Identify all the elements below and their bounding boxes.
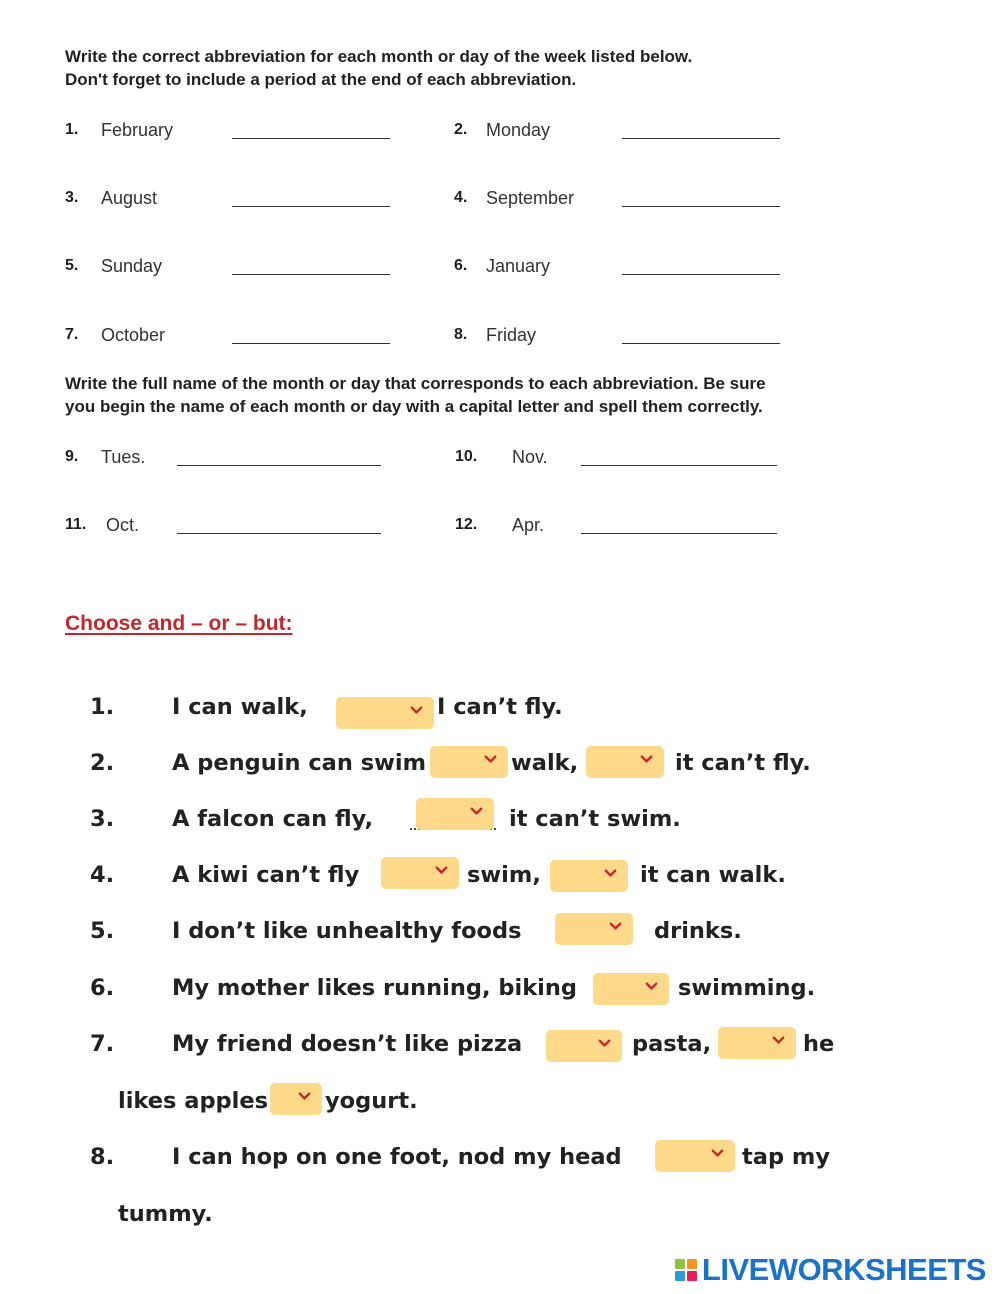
conjunction-dropdown[interactable] <box>550 860 628 892</box>
section1-instruction <box>65 45 692 91</box>
item-word: Tues. <box>101 447 146 467</box>
conjunction-dropdown[interactable] <box>430 746 508 778</box>
item-number: 9. <box>65 448 79 465</box>
answer-blank[interactable] <box>622 343 780 344</box>
sentence-text: My friend doesn’t like pizza <box>172 1031 523 1057</box>
item-word: Monday <box>486 120 551 140</box>
answer-blank[interactable] <box>622 138 780 139</box>
section1-instruction-line1: Write the correct abbreviation for each month or day of the week listed below. <box>65 47 693 66</box>
answer-blank[interactable] <box>177 533 381 534</box>
conjunction-dropdown[interactable] <box>586 746 664 778</box>
chevron-down-icon <box>644 979 659 994</box>
conjunction-dropdown[interactable] <box>381 857 459 889</box>
sentence-text: I can’t fly. <box>437 694 563 720</box>
item-number: 11. <box>65 516 87 533</box>
conjunction-dropdown[interactable] <box>336 697 434 729</box>
chevron-down-icon <box>483 752 498 767</box>
section2-instruction <box>65 372 766 418</box>
item-number: 4. <box>454 189 468 206</box>
sentence-number: 1. <box>90 694 115 720</box>
sentence-text: My mother likes running, biking <box>172 975 578 1001</box>
answer-blank[interactable] <box>177 465 381 466</box>
answer-blank[interactable] <box>232 343 390 344</box>
item-word: February <box>101 120 174 140</box>
chevron-down-icon <box>297 1089 312 1104</box>
chevron-down-icon <box>639 752 654 767</box>
sentence-text: A kiwi can’t fly <box>172 862 360 888</box>
logo-text: LIVEWORKSHEETS <box>701 1252 986 1287</box>
sentence-text: he <box>803 1031 835 1057</box>
conjunction-dropdown[interactable] <box>655 1140 735 1172</box>
item-word: September <box>486 188 575 208</box>
answer-blank[interactable] <box>581 465 777 466</box>
answer-blank[interactable] <box>232 206 390 207</box>
answer-blank[interactable] <box>232 274 390 275</box>
conjunction-dropdown[interactable] <box>718 1027 796 1059</box>
item-word: Oct. <box>106 515 140 535</box>
logo-blocks-icon <box>675 1259 697 1281</box>
item-word: October <box>101 325 166 345</box>
sentence-text: I don’t like unhealthy foods <box>172 918 522 944</box>
section2-instruction-line1: Write the full name of the month or day that corresponds to each abbreviation. Be sure <box>65 374 766 393</box>
sentence-text: I can walk, <box>172 694 308 720</box>
sentence-text: tummy. <box>118 1201 213 1227</box>
chevron-down-icon <box>608 919 623 934</box>
sentence-text: it can’t swim. <box>509 806 681 832</box>
chevron-down-icon <box>469 804 484 819</box>
item-number: 5. <box>65 257 79 274</box>
sentence-text: drinks. <box>654 918 742 944</box>
chevron-down-icon <box>603 866 618 881</box>
answer-blank[interactable] <box>232 138 390 139</box>
sentence-number: 7. <box>90 1031 115 1057</box>
sentence-text: A penguin can swim <box>172 750 427 776</box>
answer-blank[interactable] <box>581 533 777 534</box>
item-number: 7. <box>65 326 79 343</box>
item-number: 8. <box>454 326 468 343</box>
item-word: Friday <box>486 325 537 345</box>
conjunction-dropdown[interactable] <box>416 798 494 830</box>
conjunction-dropdown[interactable] <box>270 1083 322 1115</box>
section2-instruction-line2: you begin the name of each month or day with a capital letter and spell them correctly. <box>65 397 763 416</box>
liveworksheets-logo[interactable] <box>675 1252 986 1288</box>
section3-title: Choose and – or – but: <box>65 612 293 635</box>
item-word: January <box>486 256 551 276</box>
sentence-text: tap my <box>742 1144 830 1170</box>
item-number: 1. <box>65 121 79 138</box>
chevron-down-icon <box>409 703 424 718</box>
sentence-number: 8. <box>90 1144 115 1170</box>
conjunction-dropdown[interactable] <box>555 913 633 945</box>
sentence-text: it can’t fly. <box>675 750 811 776</box>
item-number: 2. <box>454 121 468 138</box>
sentence-text: likes apples <box>118 1088 269 1114</box>
sentence-text: swim, <box>467 862 541 888</box>
chevron-down-icon <box>710 1146 725 1161</box>
item-word: August <box>101 188 158 208</box>
item-number: 10. <box>455 448 478 465</box>
chevron-down-icon <box>771 1033 786 1048</box>
chevron-down-icon <box>597 1036 612 1051</box>
item-word: Nov. <box>512 447 548 467</box>
item-number: 3. <box>65 189 79 206</box>
answer-blank[interactable] <box>622 274 780 275</box>
sentence-number: 6. <box>90 975 115 1001</box>
sentence-text: A falcon can fly, <box>172 806 374 832</box>
item-word: Sunday <box>101 256 163 276</box>
sentence-number: 2. <box>90 750 115 776</box>
sentence-text: pasta, <box>632 1031 712 1057</box>
sentence-text: swimming. <box>678 975 816 1001</box>
sentence-number: 5. <box>90 918 115 944</box>
item-word: Apr. <box>512 515 545 535</box>
sentence-text: I can hop on one foot, nod my head <box>172 1144 622 1170</box>
item-number: 12. <box>455 516 478 533</box>
sentence-number: 4. <box>90 862 115 888</box>
conjunction-dropdown[interactable] <box>546 1030 622 1062</box>
sentence-text: walk, <box>511 750 579 776</box>
chevron-down-icon <box>434 863 449 878</box>
conjunction-dropdown[interactable] <box>593 973 669 1005</box>
sentence-text: it can walk. <box>640 862 786 888</box>
sentence-text: yogurt. <box>325 1088 418 1114</box>
section1-instruction-line2: Don't forget to include a period at the end of each abbreviation. <box>65 70 577 89</box>
sentence-number: 3. <box>90 806 115 832</box>
item-number: 6. <box>454 257 468 274</box>
answer-blank[interactable] <box>622 206 780 207</box>
